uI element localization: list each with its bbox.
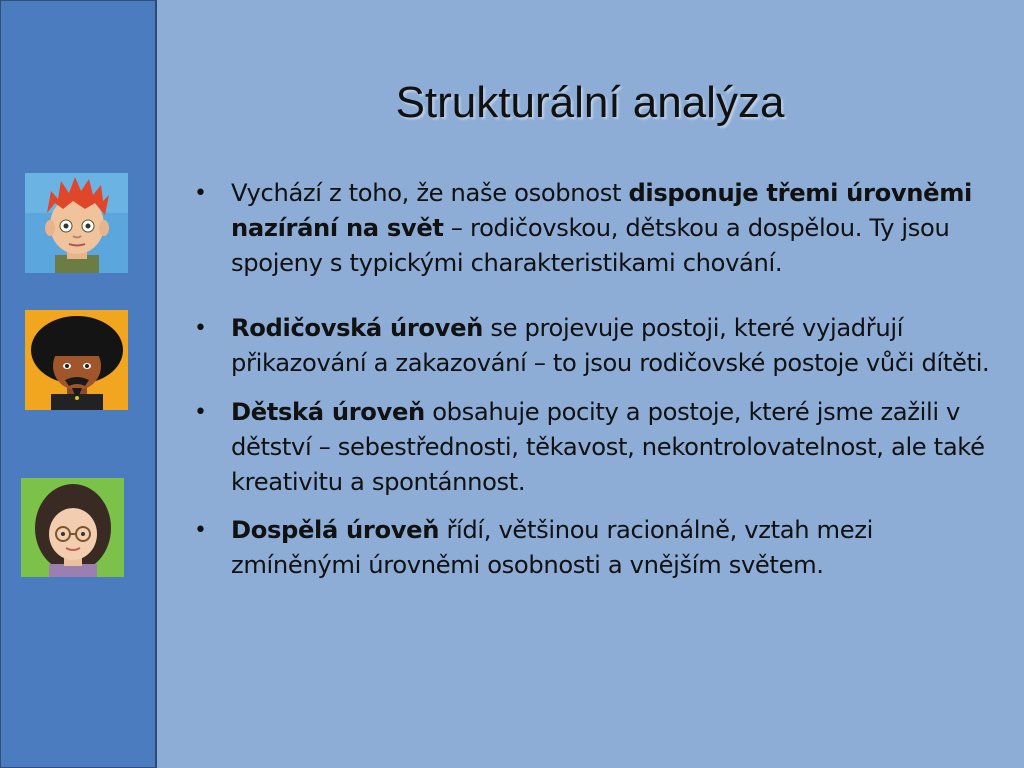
list-item bbox=[190, 395, 998, 500]
bullet-icon: • bbox=[194, 181, 207, 206]
item-text-bold: Dětská úroveň bbox=[231, 398, 425, 426]
afro-man-avatar-icon bbox=[25, 310, 128, 410]
slide-title: Strukturální analýza bbox=[395, 78, 785, 127]
woman-with-glasses-avatar-icon bbox=[21, 478, 124, 577]
item-text-bold: Dospělá úroveň bbox=[231, 516, 440, 544]
bullet-icon: • bbox=[194, 316, 207, 341]
item-text-post: obsahuje pocity a postoje, které jsme zažili v dětství – sebestřednosti, těkavost, nekontrolovatelnost, ale také kreativitu a spontánnost. bbox=[231, 398, 985, 496]
list-item bbox=[190, 176, 998, 281]
list-item bbox=[190, 311, 998, 381]
list-item bbox=[190, 513, 998, 583]
item-text-post: – rodičovskou, dětskou a dospělou. Ty jsou spojeny s typickými charakteristikami chování. bbox=[231, 214, 950, 277]
item-text-post: řídí, většinou racionálně, vztah mezi zmíněnými úrovněmi osobnosti a vnějším světem. bbox=[231, 516, 873, 579]
item-text-pre: Vychází z toho, že naše osobnost bbox=[231, 179, 629, 207]
item-text-bold: Rodičovská úroveň bbox=[231, 314, 483, 342]
bullet-icon: • bbox=[194, 400, 207, 425]
item-text-bold: disponuje třemi úrovněmi nazírání na svět bbox=[231, 179, 972, 242]
bullet-icon: • bbox=[194, 518, 207, 543]
red-haired-boy-avatar-icon bbox=[25, 173, 128, 273]
sidebar-panel bbox=[0, 0, 157, 768]
item-text-post: se projevuje postoji, které vyjadřují přikazování a zakazování – to jsou rodičovské postoje vůči dítěti. bbox=[231, 314, 990, 377]
bullet-list bbox=[190, 176, 998, 583]
